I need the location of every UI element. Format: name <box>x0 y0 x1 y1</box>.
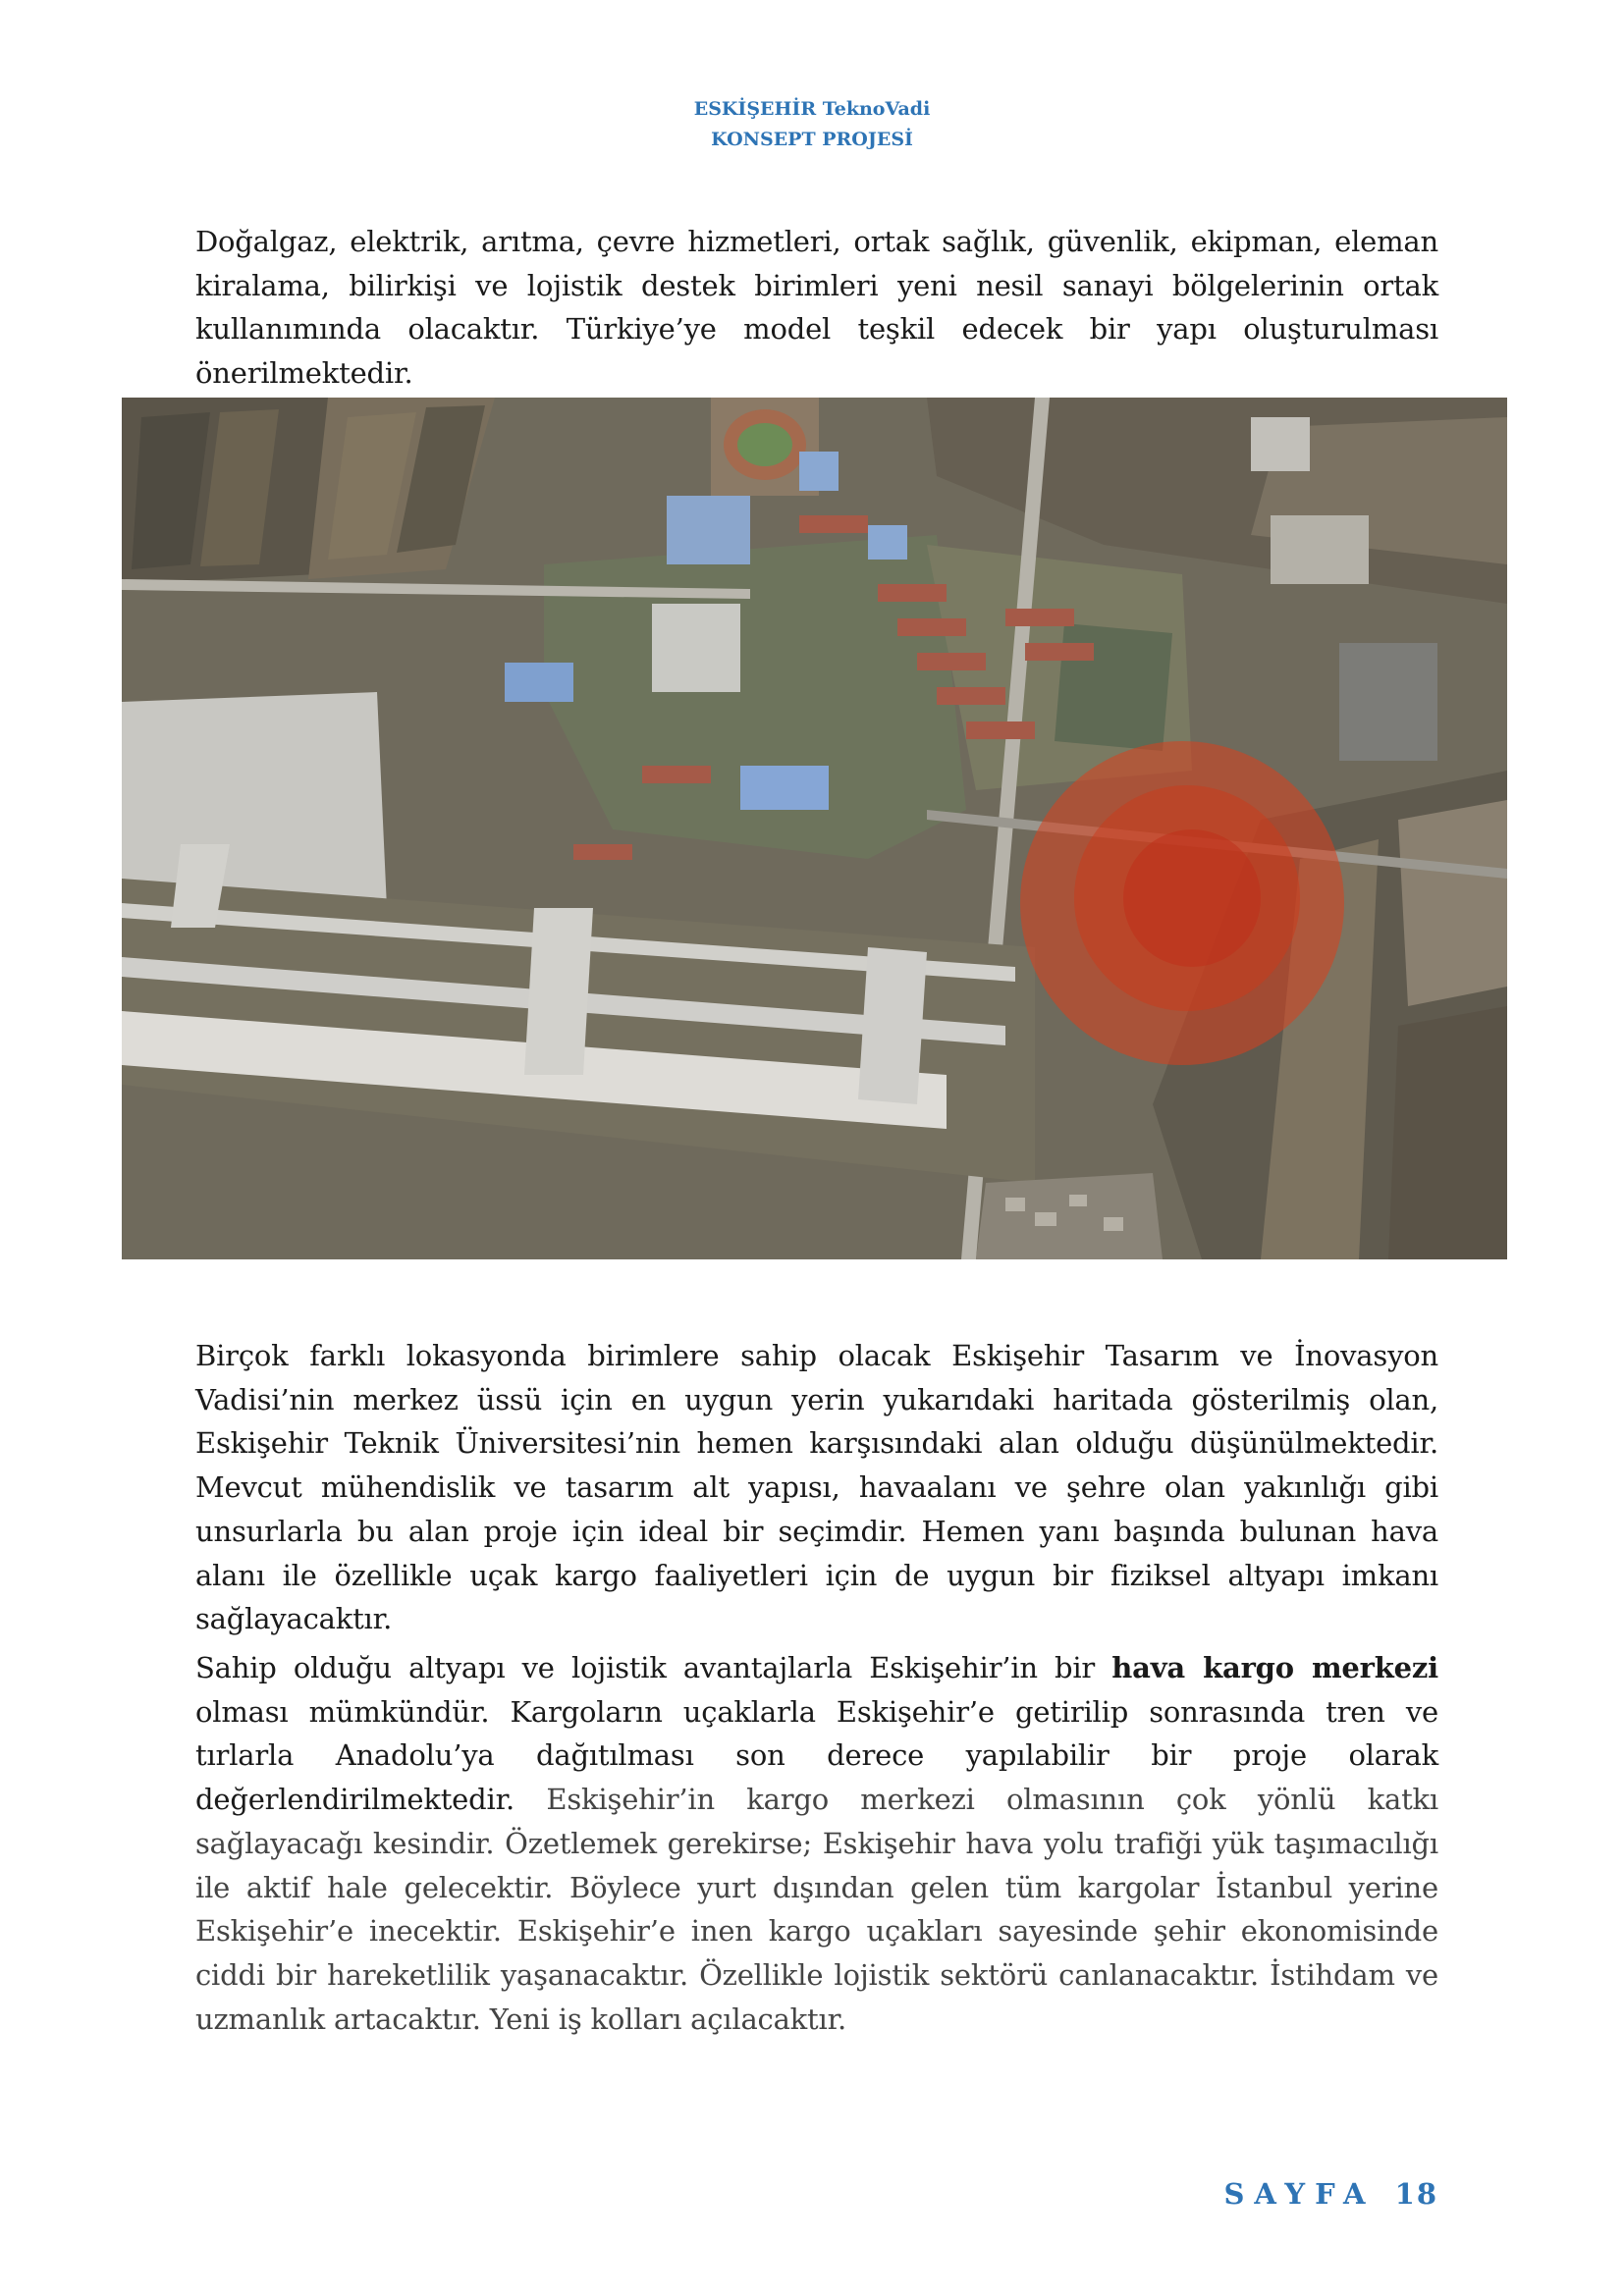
header-subtitle: KONSEPT PROJESİ <box>711 129 913 150</box>
paragraph-intro: Doğalgaz, elektrik, arıtma, çevre hizmetleri, ortak sağlık, güvenlik, ekipman, eleman kiralama, bilirkişi ve lojistik destek birimleri yeni nesil sanayi bölgelerinin ortak kullanımında olacaktır. Türkiye’ye model teşkil edecek bir yapı oluşturulması önerilmektedir. <box>195 225 1438 391</box>
paragraph-cargo-benefits: Eskişehir’in kargo merkezi olmasının çok yönlü katkı sağlayacağı kesindir. Özetlemek gerekirse; Eskişehir hava yolu trafiği yük taşımacılığı ile aktif hale gelecektir. Böylece yurt dışından gelen tüm kargolar İstanbul yerine Eskişehir’e inecektir. Eskişehir’e inen kargo uçakları sayesinde şehir ekonomisinde ciddi bir hareketlilik yaşanacaktır. Özellikle lojistik sektörü canlanacaktır. İstihdam ve uzmanlık artacaktır. Yeni iş kolları açılacaktır. <box>195 1783 1438 2036</box>
paragraph-cargo-continued: olması mümkündür. Kargoların uçaklarla Eskişehir’e getirilip sonrasında tren ve tırlarla Anadolu’ya dağıtılması son derece yapılabilir bir proje olarak değerlendirilmektedir. <box>195 1694 1438 1817</box>
footer-label: SAYFA <box>1223 2177 1376 2211</box>
aerial-map-image <box>122 398 1507 1259</box>
paragraph-cargo-intro: Sahip olduğu altyapı ve lojistik avantajlarla Eskişehir’in bir <box>195 1651 1112 1684</box>
bold-phrase: hava kargo merkezi <box>1111 1651 1438 1684</box>
page-footer <box>1223 2177 1438 2211</box>
header-title: ESKİŞEHİR TeknoVadi <box>693 98 931 120</box>
paragraph-cargo <box>195 1646 1438 2041</box>
paragraph-location: Birçok farklı lokasyonda birimlere sahip olacak Eskişehir Tasarım ve İnovasyon Vadisi’nin merkez üssü için en uygun yerin yukarıdaki haritada gösterilmiş olan, Eskişehir Teknik Üniversitesi’nin hemen karşısındaki alan olduğu düşünülmektedir. Mevcut mühendislik ve tasarım alt yapısı, havaalanı ve şehre olan yakınlığı gibi unsurlarla bu alan proje için ideal bir seçimdir. Hemen yanı başında bulunan hava alanı ile özellikle uçak kargo faaliyetleri için de uygun bir fiziksel altyapı imkanı sağlayacaktır. <box>195 1339 1438 1636</box>
page-header <box>0 94 1624 155</box>
page-number: 18 <box>1394 2177 1438 2211</box>
